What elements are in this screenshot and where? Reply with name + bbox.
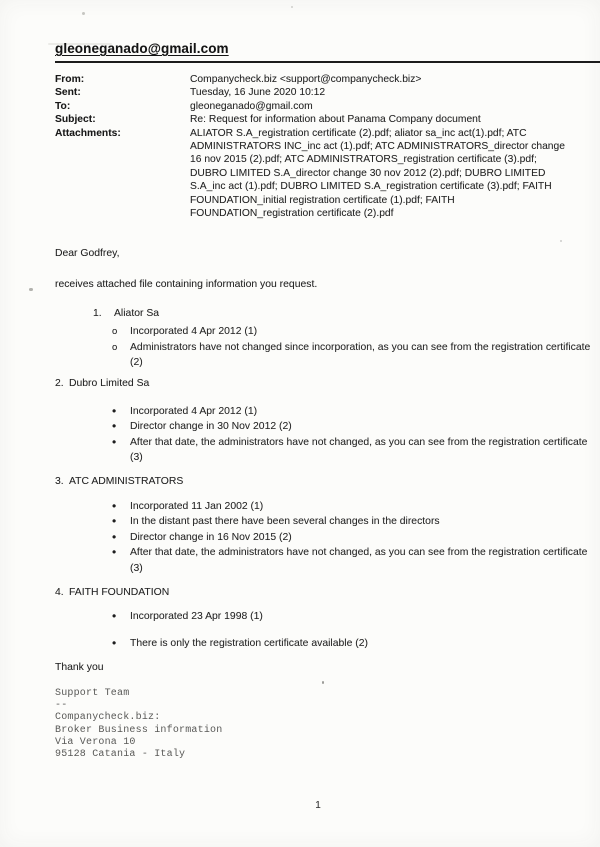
list-item-text: In the distant past there have been several changes in the directors (130, 516, 440, 528)
section-name: Aliator Sa (114, 308, 160, 320)
field-row-to (55, 100, 600, 113)
field-value-to: gleoneganado@gmail.com (190, 100, 313, 112)
field-row-attachments (55, 127, 600, 221)
section-number: 2. (55, 377, 64, 389)
disc-bullet-icon: • (112, 403, 117, 418)
closing: Thank you (55, 661, 104, 673)
signature-line: Broker Business information (55, 724, 223, 736)
list-item-text: Director change in 16 Nov 2015 (2) (130, 531, 292, 543)
disc-bullet-icon: • (112, 609, 117, 624)
disc-bullet-icon: • (112, 419, 117, 434)
bullet-list (55, 404, 600, 466)
scan-speck (82, 12, 85, 15)
circle-bullet-icon: o (112, 341, 118, 353)
circle-bullet-icon: o (112, 326, 118, 338)
section-atc-administrators (55, 474, 600, 577)
section-title (55, 474, 600, 489)
list-item (55, 636, 600, 652)
disc-bullet-icon: • (112, 498, 117, 513)
field-value-attachments: ALIATOR S.A_registration certificate (2).pdf; aliator sa_inc act(1).pdf; ATC ADMINISTRATORS INC_inc act (1).pdf; ATC ADMINISTRATORS_director change 16 nov 2015 (2).pdf; ATC ADMINISTRATORS_registration certificate (3).pdf; DUBRO LIMITED S.A_director change 30 nov 2012 (2).pdf; DUBRO LIMITED S.A_inc act (1).pdf; DUBRO LIMITED S.A_registration certificate (3).pdf; FAITH FOUNDATION_initial registration certificate (1).pdf; FAITH FOUNDATION_registration certificate (2).pdf (190, 127, 565, 220)
list-item-text: There is only the registration certificate available (2) (130, 638, 368, 650)
section-number: 1. (93, 308, 102, 320)
page-number: 1 (315, 800, 321, 811)
disc-bullet-icon: • (112, 636, 117, 651)
signature-line: Via Verona 10 (55, 736, 136, 748)
field-row-from (55, 73, 600, 86)
bullet-list (55, 609, 600, 652)
field-value-subject: Re: Request for information about Panama Company document (190, 114, 481, 126)
email-header-fields (55, 73, 600, 220)
account-email: gleoneganado@gmail.com (55, 41, 229, 56)
list-item (55, 609, 600, 625)
list-item-text: Incorporated 23 Apr 1998 (1) (130, 611, 263, 623)
scan-speck (291, 6, 293, 8)
field-label-to: To: (55, 100, 71, 112)
signature-block (55, 688, 600, 761)
section-number: 4. (55, 587, 64, 599)
disc-bullet-icon: • (112, 545, 117, 560)
field-label-subject: Subject: (55, 114, 96, 126)
list-item (55, 530, 600, 546)
section-name: Dubro Limited Sa (69, 377, 150, 389)
list-item (55, 435, 600, 466)
list-item (55, 324, 600, 340)
list-item-text: Director change in 30 Nov 2012 (2) (130, 421, 292, 433)
section-name: ATC ADMINISTRATORS (69, 475, 184, 487)
list-item (55, 514, 600, 530)
field-value-from: Companycheck.biz <support@companycheck.biz> (190, 74, 422, 85)
list-item-text: Incorporated 4 Apr 2012 (1) (130, 326, 258, 338)
list-item-text: After that date, the administrators have not changed, as you can see from the registration certificate (3) (130, 547, 588, 574)
section-title (55, 376, 600, 391)
bullet-list (55, 499, 600, 577)
signature-divider: -- (55, 700, 68, 712)
section-aliator-sa (55, 306, 600, 371)
list-item (55, 340, 600, 371)
signature-line: Companycheck.biz: (55, 712, 161, 724)
field-label-attachments: Attachments: (55, 127, 121, 139)
intro-line: receives attached file containing information you request. (55, 279, 318, 291)
field-row-sent (55, 86, 600, 99)
list-item (55, 499, 600, 515)
account-header (55, 40, 600, 63)
section-name: FAITH FOUNDATION (69, 587, 170, 599)
list-item (55, 419, 600, 435)
section-title (55, 585, 600, 600)
bullet-list (55, 324, 600, 371)
list-item (55, 545, 600, 576)
list-item-text: After that date, the administrators have not changed, as you can see from the registration certificate (3) (130, 436, 588, 464)
salutation: Dear Godfrey, (55, 248, 120, 260)
signature-line: 95128 Catania - Italy (55, 748, 186, 760)
list-item (55, 404, 600, 420)
disc-bullet-icon: • (112, 514, 117, 529)
field-label-sent: Sent: (55, 87, 81, 99)
disc-bullet-icon: • (112, 434, 117, 449)
email-printout (55, 40, 600, 761)
field-row-subject (55, 113, 600, 126)
signature-line: Support Team (55, 687, 130, 699)
section-faith-foundation (55, 585, 600, 652)
section-title (55, 306, 600, 321)
scan-speck (29, 288, 33, 291)
disc-bullet-icon: • (112, 529, 117, 544)
field-value-sent: Tuesday, 16 June 2020 10:12 (190, 87, 326, 99)
list-item-text: Incorporated 11 Jan 2002 (1) (130, 500, 264, 512)
section-dubro-limited (55, 376, 600, 466)
field-label-from: From: (55, 74, 85, 85)
list-item-text: Administrators have not changed since incorporation, as you can see from the registration certificate (2) (130, 341, 591, 369)
section-number: 3. (55, 475, 64, 487)
list-item-text: Incorporated 4 Apr 2012 (1) (130, 405, 258, 417)
